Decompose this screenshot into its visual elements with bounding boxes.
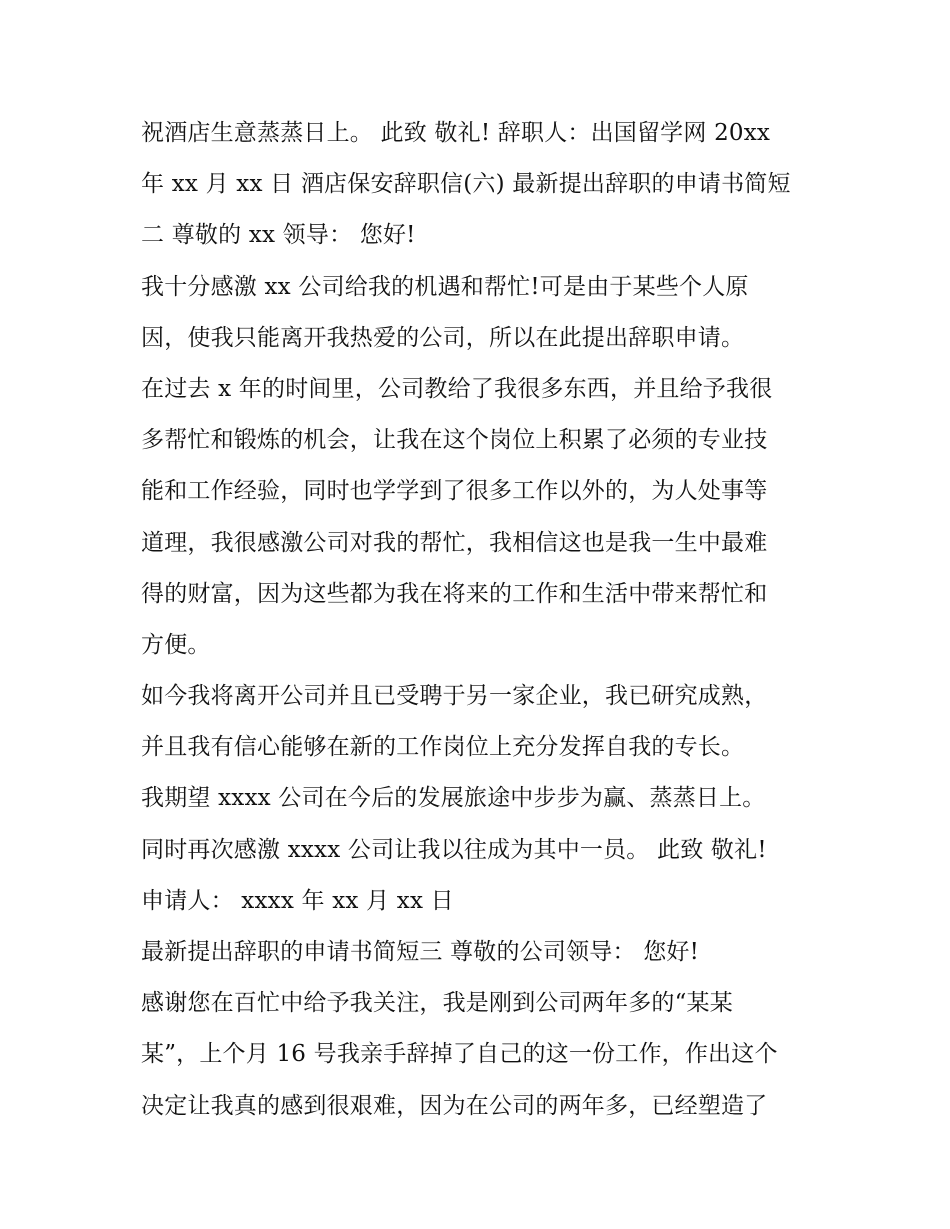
text-line: 因，使我只能离开我热爱的公司，所以在此提出辞职申请。 bbox=[141, 324, 745, 351]
text-line: 并且我有信心能够在新的工作岗位上充分发挥自我的专长。 bbox=[141, 734, 745, 761]
text-line: 年 xx 月 xx 日 酒店保安辞职信(六) 最新提出辞职的申请书简短 bbox=[141, 171, 791, 198]
text-line: 感谢您在百忙中给予我关注，我是刚到公司两年多的“某某 bbox=[141, 990, 733, 1017]
text-line: 如今我将离开公司并且已受聘于另一家企业，我已研究成熟， bbox=[141, 683, 768, 710]
text-line: 申请人： xxxx 年 xx 月 xx 日 bbox=[141, 887, 454, 914]
text-line: 决定让我真的感到很艰难，因为在公司的两年多，已经塑造了 bbox=[141, 1092, 768, 1119]
text-line: 我期望 xxxx 公司在今后的发展旅途中步步为赢、蒸蒸日上。 bbox=[141, 785, 766, 812]
text-line: 方便。 bbox=[141, 631, 211, 658]
text-line: 同时再次感激 xxxx 公司让我以往成为其中一员。 此致 敬礼! bbox=[141, 836, 767, 863]
text-line: 某”，上个月 16 号我亲手辞掉了自己的这一份工作，作出这个 bbox=[141, 1041, 778, 1068]
text-line: 得的财富，因为这些都为我在将来的工作和生活中带来帮忙和 bbox=[141, 580, 768, 607]
text-line: 道理，我很感激公司对我的帮忙，我相信这也是我一生中最难 bbox=[141, 529, 768, 556]
text-line: 我十分感激 xx 公司给我的机遇和帮忙!可是由于某些个人原 bbox=[141, 273, 749, 300]
text-line: 在过去 x 年的时间里，公司教给了我很多东西，并且给予我很 bbox=[141, 375, 773, 402]
text-line: 祝酒店生意蒸蒸日上。 此致 敬礼! 辞职人：出国留学网 20xx bbox=[141, 120, 771, 146]
text-line: 二 尊敬的 xx 领导： 您好! bbox=[141, 222, 416, 249]
text-line: 最新提出辞职的申请书简短三 尊敬的公司领导： 您好! bbox=[141, 939, 700, 965]
text-line: 多帮忙和锻炼的机会，让我在这个岗位上积累了必须的专业技 bbox=[141, 427, 768, 454]
text-line: 能和工作经验，同时也学学到了很多工作以外的，为人处事等 bbox=[141, 478, 768, 505]
document-body bbox=[141, 108, 821, 1132]
